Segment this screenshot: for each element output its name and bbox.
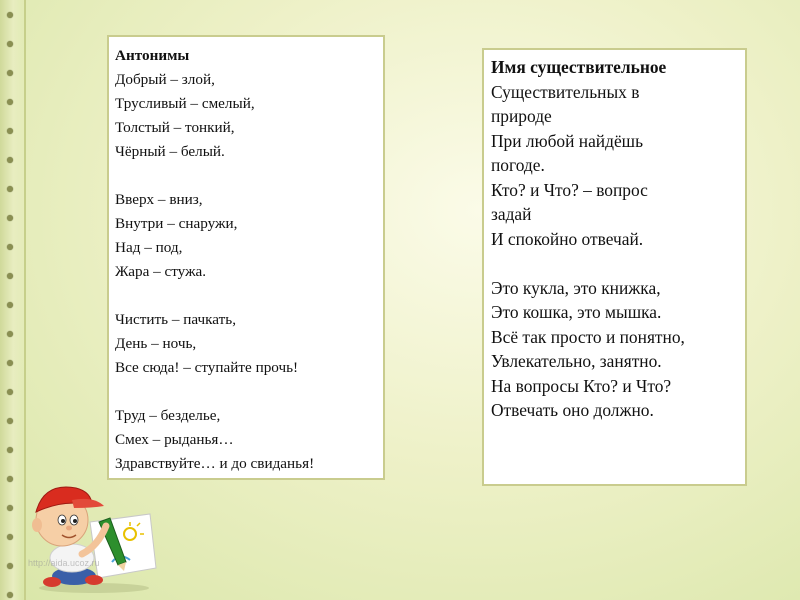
border-dot bbox=[7, 273, 13, 279]
border-dot bbox=[7, 418, 13, 424]
border-dot bbox=[7, 244, 13, 250]
border-dot bbox=[7, 157, 13, 163]
antonyms-line: Трусливый – смелый, bbox=[115, 95, 255, 112]
noun-poem-textbox bbox=[482, 48, 747, 486]
antonyms-line: День – ночь, bbox=[115, 335, 197, 352]
border-dot bbox=[7, 563, 13, 569]
antonyms-line: Труд – безделье, bbox=[115, 407, 221, 424]
noun-poem-line: И спокойно отвечай. bbox=[491, 228, 644, 249]
antonyms-title: Антонимы bbox=[115, 47, 190, 64]
border-dot bbox=[7, 505, 13, 511]
border-dot bbox=[7, 389, 13, 395]
noun-poem-line: задай bbox=[491, 204, 532, 224]
border-dots-decoration bbox=[7, 0, 15, 600]
antonyms-line: Все сюда! – ступайте прочь! bbox=[115, 359, 299, 376]
noun-poem-line: Существительных в bbox=[491, 81, 640, 102]
border-dot bbox=[7, 447, 13, 453]
noun-poem-line: погоде. bbox=[491, 155, 545, 175]
antonyms-line: Добрый – злой, bbox=[115, 71, 215, 88]
stanza-gap bbox=[115, 164, 383, 188]
antonyms-line: Над – под, bbox=[115, 239, 183, 256]
noun-poem-line: На вопросы Кто? и Что? bbox=[491, 375, 672, 396]
noun-poem-line: Это кукла, это книжка, bbox=[491, 277, 661, 298]
noun-poem-line: Кто? и Что? – вопрос bbox=[491, 179, 648, 200]
stanza-gap bbox=[115, 284, 383, 308]
antonyms-line: Внутри – снаружи, bbox=[115, 215, 238, 232]
antonyms-line: Здравствуйте… и до свиданья! bbox=[115, 455, 315, 472]
antonyms-line: Чёрный – белый. bbox=[115, 143, 225, 160]
antonyms-line: Жара – стужа. bbox=[115, 263, 207, 280]
antonyms-line: Смех – рыданья… bbox=[115, 431, 234, 448]
noun-poem-line: Это кошка, это мышка. bbox=[491, 302, 662, 322]
noun-poem-line: Увлекательно, занятно. bbox=[491, 351, 662, 371]
border-dot bbox=[7, 186, 13, 192]
border-dot bbox=[7, 360, 13, 366]
noun-poem-line: При любой найдёшь bbox=[491, 130, 643, 151]
noun-poem-line: Всё так просто и понятно, bbox=[491, 326, 685, 347]
noun-poem-title: Имя существительное bbox=[491, 57, 667, 77]
border-dot bbox=[7, 302, 13, 308]
border-dot bbox=[7, 128, 13, 134]
border-dot bbox=[7, 476, 13, 482]
boy-with-pencil-icon bbox=[22, 470, 157, 595]
border-dot bbox=[7, 41, 13, 47]
antonyms-textbox bbox=[107, 35, 385, 480]
border-dot bbox=[7, 99, 13, 105]
watermark-text: http://aida.ucoz.ru bbox=[28, 558, 100, 568]
border-dot bbox=[7, 331, 13, 337]
noun-poem-line: природе bbox=[491, 106, 552, 126]
noun-poem-line: Отвечать оно должно. bbox=[491, 400, 654, 420]
border-dot bbox=[7, 12, 13, 18]
stanza-gap bbox=[491, 251, 745, 276]
border-dot bbox=[7, 215, 13, 221]
stanza-gap bbox=[115, 380, 383, 404]
antonyms-line: Толстый – тонкий, bbox=[115, 119, 235, 136]
border-dot bbox=[7, 592, 13, 598]
border-dot bbox=[7, 70, 13, 76]
antonyms-line: Чистить – пачкать, bbox=[115, 311, 237, 328]
antonyms-line: Вверх – вниз, bbox=[115, 191, 203, 208]
border-dot bbox=[7, 534, 13, 540]
